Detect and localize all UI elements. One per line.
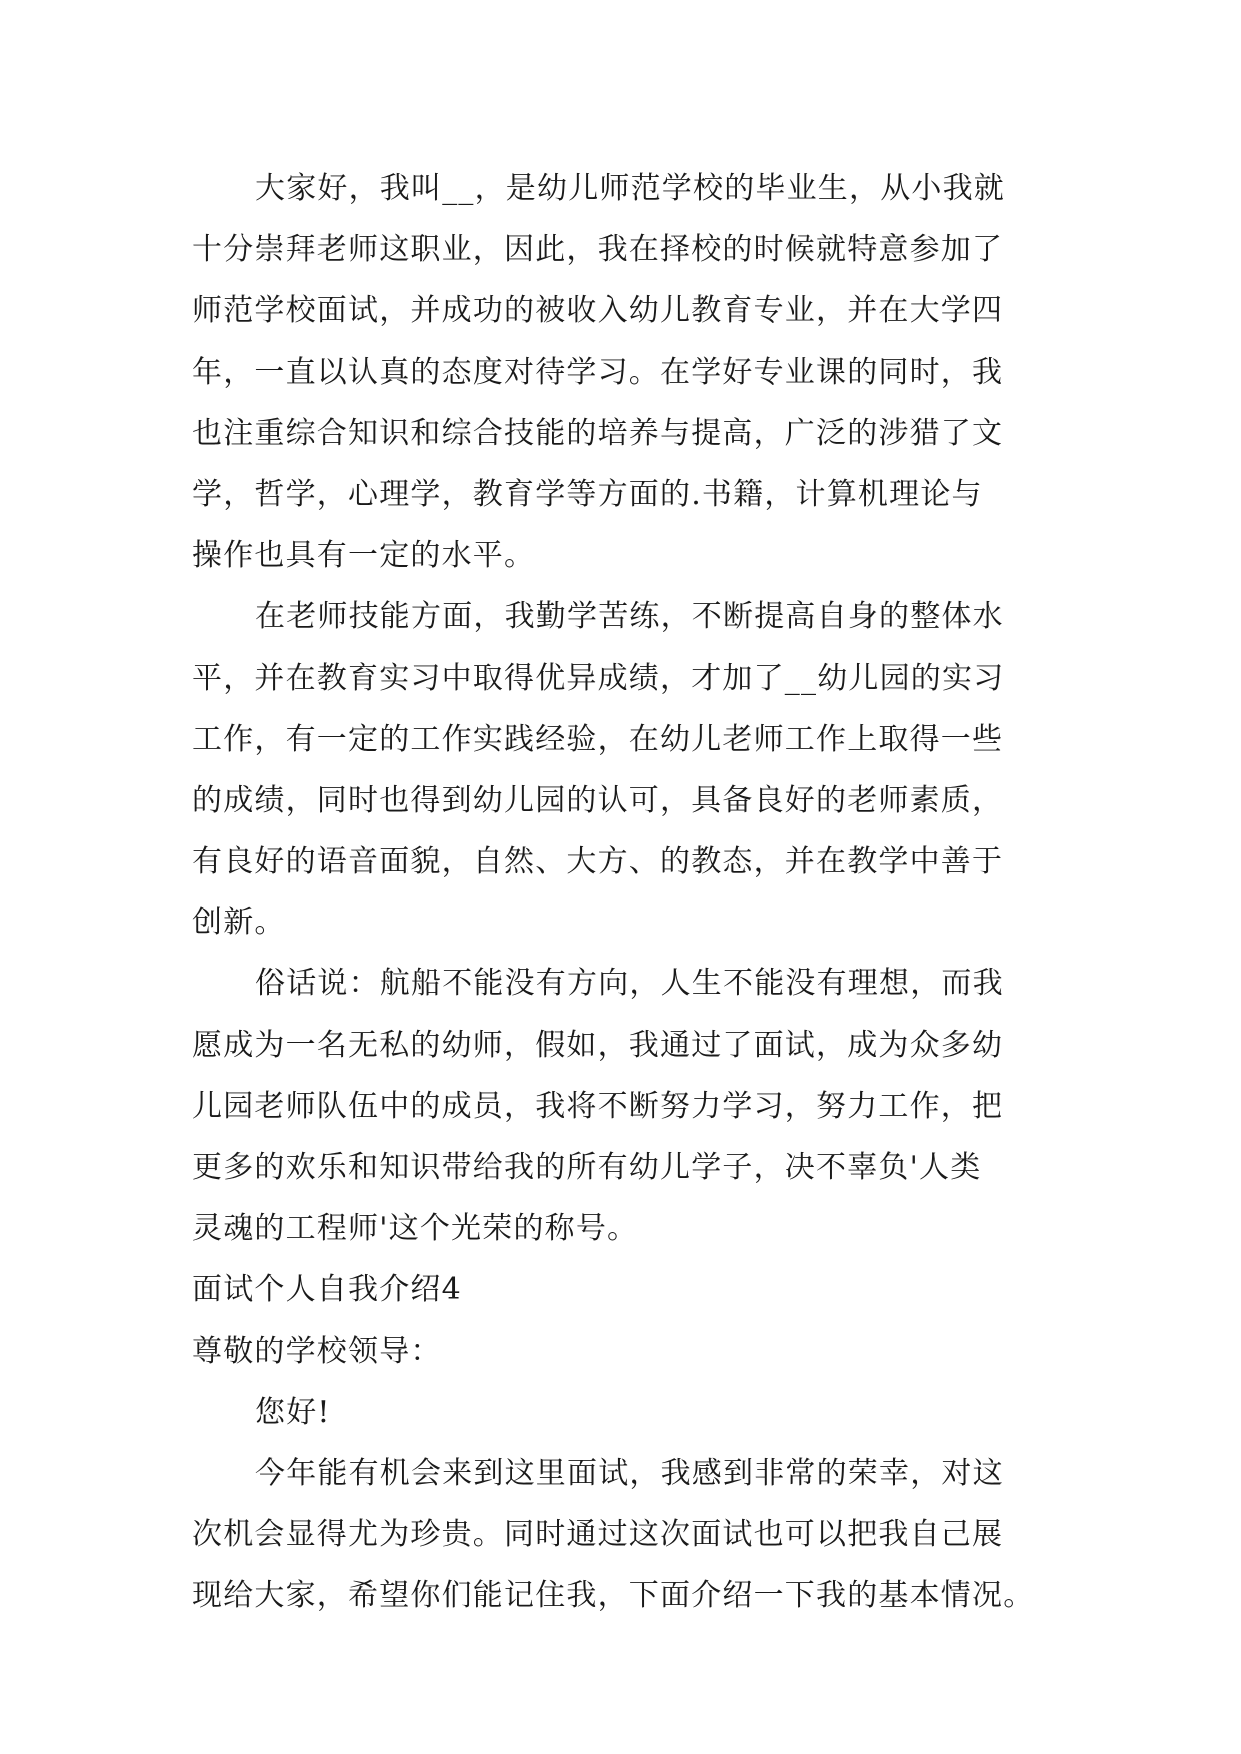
text-line: 大家好，我叫__，是幼儿师范学校的毕业生，从小我就 <box>255 171 1005 206</box>
text-line: 灵魂的工程师'这个光荣的称号。 <box>192 1211 639 1247</box>
paragraph-intro <box>192 158 1064 586</box>
text-line: 师范学校面试，并成功的被收入幼儿教育专业，并在大学四 <box>192 293 1004 329</box>
text-line: 愿成为一名无私的幼师，假如，我通过了面试，成为众多幼 <box>192 1027 1004 1063</box>
text-line: 年，一直以认真的态度对待学习。在学好专业课的同时，我 <box>192 354 1004 390</box>
text-line: 在老师技能方面，我勤学苦练，不断提高自身的整体水 <box>255 599 1004 635</box>
text-line: 有良好的语音面貌，自然、大方、的教态，并在教学中善于 <box>192 844 1004 880</box>
greeting: 您好! <box>255 1394 331 1430</box>
text-line: 创新。 <box>192 905 286 941</box>
text-line: 平，并在教育实习中取得优异成绩，才加了__幼儿园的实习 <box>192 660 1005 696</box>
section-heading: 面试个人自我介绍4 <box>192 1272 462 1308</box>
text-line: 十分崇拜老师这职业，因此，我在择校的时候就特意参加了 <box>192 232 1004 268</box>
text-line: 也注重综合知识和综合技能的培养与提高，广泛的涉猎了文 <box>192 415 1004 451</box>
text-line: 更多的欢乐和知识带给我的所有幼儿学子，决不辜负'人类 <box>192 1150 982 1185</box>
text-line: 操作也具有一定的水平。 <box>192 538 536 574</box>
text-line: 次机会显得尤为珍贵。同时通过这次面试也可以把我自己展 <box>192 1517 1004 1553</box>
text-line: 现给大家，希望你们能记住我，下面介绍一下我的基本情况。 <box>192 1578 1035 1614</box>
paragraph-aspiration <box>192 953 1064 1259</box>
text-line: 今年能有机会来到这里面试，我感到非常的荣幸，对这 <box>255 1455 1004 1491</box>
text-line: 的成绩，同时也得到幼儿园的认可，具备良好的老师素质， <box>192 782 1004 818</box>
paragraph-opening <box>192 1443 1064 1627</box>
salutation: 尊敬的学校领导： <box>192 1333 442 1369</box>
text-line: 俗话说：航船不能没有方向，人生不能没有理想，而我 <box>255 966 1004 1002</box>
text-line: 工作，有一定的工作实践经验，在幼儿老师工作上取得一些 <box>192 721 1004 757</box>
paragraph-skills <box>192 586 1064 953</box>
text-line: 学，哲学，心理学，教育学等方面的.书籍，计算机理论与 <box>192 476 983 512</box>
text-line: 儿园老师队伍中的成员，我将不断努力学习，努力工作，把 <box>192 1088 1004 1124</box>
document-body <box>192 158 1064 1627</box>
